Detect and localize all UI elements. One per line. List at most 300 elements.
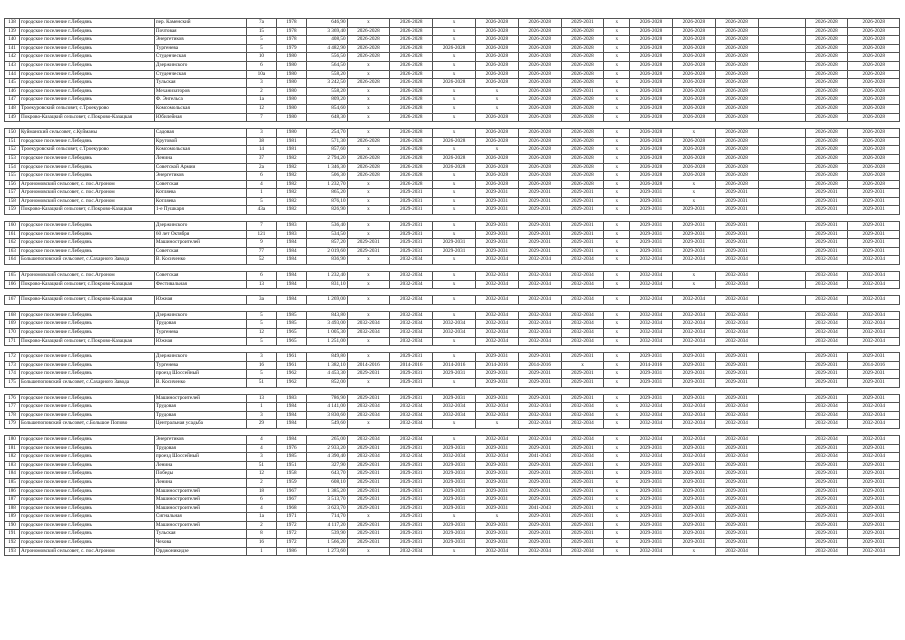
table-cell: 2029-2031	[475, 206, 518, 215]
table-cell: 2029-2031	[390, 504, 433, 513]
table-cell: 2029-2031	[347, 530, 390, 539]
table-cell	[758, 361, 805, 370]
table-cell: 2029-2031	[433, 394, 476, 403]
table-cell: x	[604, 504, 630, 513]
table-cell: 2026-2028	[805, 180, 848, 189]
table-cell: 2 933,20	[306, 444, 347, 453]
table-cell: 2032-2034	[347, 435, 390, 444]
table-cell: 177	[5, 403, 20, 412]
table-cell: 2029-2031	[390, 197, 433, 206]
table-cell: Котляева	[154, 189, 246, 198]
table-cell: 2029-2031	[518, 247, 561, 256]
table-cell: 2029-2031	[672, 539, 715, 548]
table-cell: 1981	[276, 146, 306, 155]
table-cell: Дзержинского	[154, 222, 246, 231]
table-cell: 1984	[276, 411, 306, 420]
table-cell: 2032-2034	[475, 403, 518, 412]
table-cell: городское поселение г.Лебедянь	[19, 539, 154, 548]
table-cell: 2029-2031	[561, 370, 604, 379]
table-cell: 2029-2031	[433, 530, 476, 539]
table-cell: 1951	[276, 461, 306, 470]
table-cell: x	[604, 137, 630, 146]
table-cell: 2029-2031	[848, 394, 900, 403]
table-cell	[758, 370, 805, 379]
table-row	[5, 378, 900, 387]
table-cell: 2026-2028	[715, 70, 758, 79]
table-cell: x	[604, 44, 630, 53]
table-cell: 152	[5, 146, 20, 155]
table-row	[5, 530, 900, 539]
table-cell: 2026-2028	[475, 172, 518, 181]
table-cell: 1982	[276, 189, 306, 198]
table-cell: городское поселение г.Лебедянь	[19, 79, 154, 88]
table-cell: 1982	[276, 197, 306, 206]
table-cell: 2029-2031	[805, 521, 848, 530]
table-cell: 2 019,60	[306, 247, 347, 256]
table-cell: 2032-2034	[848, 453, 900, 462]
table-cell: 2026-2028	[390, 113, 433, 122]
table-cell: 558,20	[306, 70, 347, 79]
table-cell: Орджоникидзе	[154, 547, 246, 556]
table-cell: 2026-2028	[672, 53, 715, 62]
table-row	[5, 189, 900, 198]
table-cell: 2029-2031	[347, 394, 390, 403]
table-cell: 9	[246, 239, 276, 248]
row-separator	[5, 346, 900, 353]
table-cell: 1 346,30	[306, 163, 347, 172]
table-cell: 1 005,30	[306, 329, 347, 338]
table-cell: городское поселение г.Лебедянь	[19, 70, 154, 79]
table-cell: 2032-2034	[347, 403, 390, 412]
table-cell: 2029-2031	[561, 247, 604, 256]
table-cell: 2026-2028	[347, 44, 390, 53]
table-cell: 843,80	[306, 311, 347, 320]
table-cell: 2032-2034	[433, 329, 476, 338]
table-cell: 2029-2031	[805, 530, 848, 539]
table-cell: 1а	[246, 513, 276, 522]
table-cell: x	[347, 280, 390, 289]
table-cell: 2026-2028	[672, 163, 715, 172]
table-row	[5, 337, 900, 346]
table-cell: 2032-2034	[805, 272, 848, 281]
table-cell: 2026-2028	[715, 27, 758, 36]
table-cell: 2026-2028	[518, 104, 561, 113]
table-cell: 2026-2028	[475, 27, 518, 36]
table-cell: 2032-2034	[715, 337, 758, 346]
table-cell: 2026-2028	[805, 27, 848, 36]
table-cell: 174	[5, 370, 20, 379]
table-cell: x	[604, 53, 630, 62]
table-row	[5, 19, 900, 28]
table-cell: 1984	[276, 403, 306, 412]
table-cell: 2032-2034	[433, 403, 476, 412]
table-cell: 2026-2028	[347, 172, 390, 181]
table-cell: 2026-2028	[672, 61, 715, 70]
table-cell: 2029-2031	[475, 239, 518, 248]
table-cell: x	[604, 172, 630, 181]
table-cell: городское поселение г.Лебедянь	[19, 44, 154, 53]
table-cell: 2026-2028	[715, 53, 758, 62]
table-cell: 2026-2028	[518, 70, 561, 79]
table-cell: 2029-2031	[561, 521, 604, 530]
table-cell: 2041-2043	[518, 453, 561, 462]
table-cell: 2029-2031	[390, 461, 433, 470]
table-cell	[758, 154, 805, 163]
table-cell: x	[433, 435, 476, 444]
table-cell: Покрово-Казацкий сельсовет, с.Покрово-Казацкая	[19, 280, 154, 289]
table-cell	[758, 394, 805, 403]
table-cell: x	[347, 311, 390, 320]
table-cell: 2032-2034	[347, 411, 390, 420]
table-row	[5, 146, 900, 155]
table-cell: 6	[246, 172, 276, 181]
table-cell: 2032-2034	[390, 280, 433, 289]
table-cell: 2029-2031	[715, 230, 758, 239]
table-cell: 162	[5, 239, 20, 248]
table-cell: 536,40	[306, 222, 347, 231]
table-cell: 2032-2034	[715, 547, 758, 556]
table-cell: 2032-2034	[672, 311, 715, 320]
table-cell: x	[604, 487, 630, 496]
table-cell: 168	[5, 311, 20, 320]
table-cell: 161	[5, 230, 20, 239]
table-cell: 2032-2034	[630, 420, 673, 429]
table-cell: 2026-2028	[672, 146, 715, 155]
table-cell: 2029-2031	[715, 521, 758, 530]
table-cell: 2029-2031	[518, 470, 561, 479]
table-cell: 2029-2031	[805, 444, 848, 453]
table-cell: 2026-2028	[390, 163, 433, 172]
table-cell: 2029-2031	[561, 470, 604, 479]
table-cell: 2029-2031	[848, 239, 900, 248]
table-cell: 2026-2028	[518, 96, 561, 105]
table-cell: 2032-2034	[805, 435, 848, 444]
table-cell: x	[347, 87, 390, 96]
table-cell: 2029-2031	[475, 247, 518, 256]
table-cell: 2032-2034	[518, 420, 561, 429]
table-cell: Трудовая	[154, 403, 246, 412]
table-cell: 2032-2034	[715, 296, 758, 305]
table-row	[5, 70, 900, 79]
table-row	[5, 521, 900, 530]
table-cell: 2029-2031	[475, 222, 518, 231]
table-cell: 2032-2034	[518, 329, 561, 338]
table-cell: 2032-2034	[672, 296, 715, 305]
table-cell: 3 493,00	[306, 320, 347, 329]
table-cell: 2026-2028	[390, 154, 433, 163]
table-cell: 2029-2031	[630, 470, 673, 479]
table-cell: 142	[5, 53, 20, 62]
table-cell: 1980	[276, 113, 306, 122]
table-cell: 1	[246, 403, 276, 412]
table-cell: Энергетиков	[154, 36, 246, 45]
table-cell: городское поселение г.Лебедянь	[19, 36, 154, 45]
table-cell: 2026-2028	[715, 163, 758, 172]
table-cell: 2026-2028	[518, 154, 561, 163]
table-cell	[758, 470, 805, 479]
table-cell: городское поселение г.Лебедянь	[19, 329, 154, 338]
table-cell: 2029-2031	[561, 19, 604, 28]
table-cell: 180	[5, 435, 20, 444]
table-cell: 2032-2034	[630, 329, 673, 338]
table-cell: 2029-2031	[561, 87, 604, 96]
table-cell: 2032-2034	[561, 337, 604, 346]
table-cell: городское поселение г.Лебедянь	[19, 230, 154, 239]
table-cell: 2029-2031	[433, 478, 476, 487]
table-cell: 1972	[276, 530, 306, 539]
table-cell: 183	[5, 461, 20, 470]
table-cell: x	[672, 180, 715, 189]
table-cell: 2029-2031	[518, 521, 561, 530]
table-cell: 166	[5, 280, 20, 289]
table-cell: 2029-2031	[390, 539, 433, 548]
table-cell: 2029-2031	[848, 539, 900, 548]
table-cell: 2026-2028	[630, 61, 673, 70]
table-cell: 2029-2031	[630, 504, 673, 513]
table-cell: 2026-2028	[672, 137, 715, 146]
table-cell: 2026-2028	[672, 154, 715, 163]
table-cell: 826,90	[306, 206, 347, 215]
table-cell: x	[604, 197, 630, 206]
table-cell: x	[433, 19, 476, 28]
table-cell: 2032-2034	[805, 420, 848, 429]
table-cell: 2026-2028	[390, 53, 433, 62]
table-cell: 1984	[276, 239, 306, 248]
table-cell: 7	[246, 222, 276, 231]
table-cell: Советская	[154, 180, 246, 189]
table-cell: 2026-2028	[630, 146, 673, 155]
row-separator	[5, 122, 900, 129]
table-cell: 2032-2034	[518, 296, 561, 305]
table-cell: 2026-2028	[390, 172, 433, 181]
table-cell: 564,50	[306, 61, 347, 70]
table-cell: Советская	[154, 247, 246, 256]
table-cell: 2032-2034	[518, 411, 561, 420]
table-cell: 2029-2031	[561, 444, 604, 453]
table-cell: 2026-2028	[390, 79, 433, 88]
table-cell: 2026-2028	[561, 113, 604, 122]
table-cell: x	[475, 87, 518, 96]
table-cell: 155	[5, 172, 20, 181]
table-cell: городское поселение г.Лебедянь	[19, 370, 154, 379]
table-cell: x	[604, 478, 630, 487]
table-cell: 2029-2031	[475, 394, 518, 403]
table-cell: x	[433, 61, 476, 70]
table-cell: 2014-2016	[475, 361, 518, 370]
table-cell: 1980	[276, 104, 306, 113]
table-cell: 2026-2028	[672, 79, 715, 88]
table-cell: x	[604, 361, 630, 370]
table-cell: 2029-2031	[433, 239, 476, 248]
table-row	[5, 129, 900, 138]
table-cell: 2032-2034	[561, 411, 604, 420]
table-cell: 1980	[276, 129, 306, 138]
table-cell: 2029-2031	[715, 206, 758, 215]
table-cell: 1 273,60	[306, 547, 347, 556]
table-cell: x	[561, 361, 604, 370]
table-cell: 140	[5, 36, 20, 45]
table-cell: 2029-2031	[433, 487, 476, 496]
table-cell: x	[433, 129, 476, 138]
table-row	[5, 487, 900, 496]
table-cell: 2026-2028	[848, 154, 900, 163]
table-cell: 2026-2028	[518, 113, 561, 122]
table-cell: x	[604, 320, 630, 329]
table-cell: 265,00	[306, 435, 347, 444]
table-cell: 2026-2028	[518, 27, 561, 36]
table-cell: 2029-2031	[848, 189, 900, 198]
table-cell: 2026-2028	[630, 104, 673, 113]
table-cell: 1984	[276, 435, 306, 444]
table-cell: 2029-2031	[518, 353, 561, 362]
table-cell: 5	[246, 337, 276, 346]
table-cell: 2026-2028	[390, 137, 433, 146]
table-cell	[758, 420, 805, 429]
table-cell: 2029-2031	[672, 361, 715, 370]
table-cell: 2026-2028	[630, 113, 673, 122]
table-row	[5, 320, 900, 329]
table-cell: 2026-2028	[630, 36, 673, 45]
table-cell: 2029-2031	[805, 222, 848, 231]
table-cell: Котляева	[154, 197, 246, 206]
table-cell: 2032-2034	[805, 296, 848, 305]
table-cell	[758, 530, 805, 539]
table-cell: 3	[246, 129, 276, 138]
table-cell: 2032-2034	[848, 411, 900, 420]
table-cell: 2026-2028	[390, 27, 433, 36]
table-cell: 2026-2028	[805, 53, 848, 62]
table-cell: городское поселение г.Лебедянь	[19, 311, 154, 320]
table-cell: x	[433, 311, 476, 320]
table-cell: x	[433, 197, 476, 206]
table-row	[5, 411, 900, 420]
table-cell: 2029-2031	[433, 247, 476, 256]
table-cell: 2029-2031	[518, 239, 561, 248]
table-cell: 2026-2028	[518, 44, 561, 53]
table-cell: 2029-2031	[805, 478, 848, 487]
table-cell: Трудовая	[154, 444, 246, 453]
table-cell: 2029-2031	[433, 461, 476, 470]
table-cell: 4	[246, 444, 276, 453]
table-cell	[758, 239, 805, 248]
table-cell: 2	[246, 478, 276, 487]
table-cell: x	[347, 513, 390, 522]
table-cell: 2032-2034	[805, 403, 848, 412]
table-cell: 2029-2031	[390, 222, 433, 231]
table-cell: 2029-2031	[518, 370, 561, 379]
table-cell: Покрово-Казацкий сельсовет, с.Покрово-Казацкая	[19, 113, 154, 122]
table-cell: 139	[5, 27, 20, 36]
table-cell: 2032-2034	[561, 435, 604, 444]
table-cell: 2026-2028	[848, 180, 900, 189]
table-cell: x	[433, 104, 476, 113]
table-cell: 2032-2034	[848, 420, 900, 429]
table-cell: 2026-2028	[433, 79, 476, 88]
table-cell: 2026-2028	[518, 163, 561, 172]
table-cell: 2029-2031	[630, 496, 673, 505]
table-cell: 2032-2034	[390, 296, 433, 305]
table-cell: x	[672, 280, 715, 289]
table-cell: x	[433, 378, 476, 387]
table-cell: x	[604, 521, 630, 530]
table-cell: 2029-2031	[630, 487, 673, 496]
table-row	[5, 163, 900, 172]
table-cell: 2029-2031	[518, 513, 561, 522]
table-cell: x	[433, 280, 476, 289]
table-cell: 2032-2034	[848, 256, 900, 265]
table-cell: Куйманский сельсовет, с.Куйманы	[19, 129, 154, 138]
table-row	[5, 222, 900, 231]
table-cell: x	[433, 113, 476, 122]
table-cell	[758, 453, 805, 462]
table-cell	[758, 329, 805, 338]
table-cell: x	[433, 230, 476, 239]
table-cell: 2029-2031	[518, 206, 561, 215]
table-cell: 2029-2031	[561, 487, 604, 496]
table-cell: 2032-2034	[518, 320, 561, 329]
table-cell: 2029-2031	[518, 197, 561, 206]
table-cell: 2029-2031	[518, 230, 561, 239]
table-cell: 2032-2034	[672, 403, 715, 412]
table-cell: 2026-2028	[433, 44, 476, 53]
table-cell: x	[433, 87, 476, 96]
table-cell: 1 232,40	[306, 272, 347, 281]
table-cell: 2029-2031	[390, 247, 433, 256]
table-cell: городское поселение г.Лебедянь	[19, 222, 154, 231]
table-cell: Чехова	[154, 539, 246, 548]
table-cell: 2026-2028	[672, 96, 715, 105]
table-cell: 1 251,00	[306, 337, 347, 346]
table-cell: 327,90	[306, 461, 347, 470]
table-cell: 408,50	[306, 36, 347, 45]
table-cell	[758, 296, 805, 305]
table-cell: 2032-2034	[630, 280, 673, 289]
table-cell: x	[672, 129, 715, 138]
table-cell: 2026-2028	[672, 70, 715, 79]
table-cell: Покрово-Казацкий сельсовет, с.Покрово-Казацкая	[19, 337, 154, 346]
table-cell: 170	[5, 329, 20, 338]
table-cell	[758, 70, 805, 79]
table-cell: 4	[246, 435, 276, 444]
table-cell: 2029-2031	[672, 378, 715, 387]
table-cell: 77	[246, 247, 276, 256]
table-cell: 1979	[276, 44, 306, 53]
table-cell: 2032-2034	[805, 320, 848, 329]
table-cell: 2026-2028	[630, 87, 673, 96]
table-cell: 2032-2034	[475, 453, 518, 462]
table-cell: 2026-2028	[390, 70, 433, 79]
table-cell: 2026-2028	[475, 113, 518, 122]
table-cell: 2026-2028	[475, 129, 518, 138]
table-row	[5, 113, 900, 122]
table-cell	[758, 353, 805, 362]
table-cell: 2029-2031	[805, 394, 848, 403]
table-cell: 2026-2028	[561, 61, 604, 70]
table-cell: 2026-2028	[630, 163, 673, 172]
table-row	[5, 296, 900, 305]
table-cell: 2026-2028	[518, 19, 561, 28]
table-cell: 2029-2031	[518, 478, 561, 487]
table-cell: x	[604, 27, 630, 36]
table-cell: 2029-2031	[848, 444, 900, 453]
table-cell: Сигнальная	[154, 513, 246, 522]
table-cell: 2032-2034	[848, 435, 900, 444]
table-cell: 2029-2031	[672, 496, 715, 505]
table-cell: 2029-2031	[715, 222, 758, 231]
table-cell: 1962	[276, 370, 306, 379]
table-cell: x	[347, 420, 390, 429]
table-cell: x	[604, 272, 630, 281]
